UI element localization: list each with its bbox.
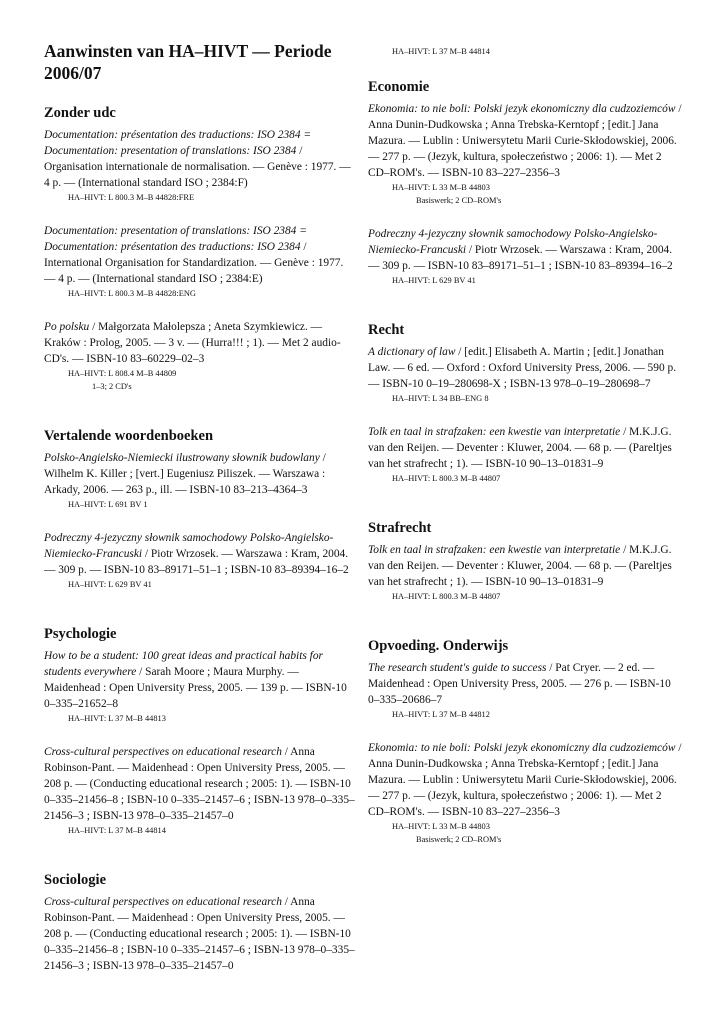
call-number: HA–HIVT: L 33 M–B 44803: [392, 822, 490, 831]
section: [44, 427, 356, 591]
entry-title: Tolk en taal in strafzaken: een kwestie van interpretatie: [368, 544, 621, 556]
entry-description: [368, 424, 684, 472]
call-number: HA–HIVT: L 800.3 M–B 44807: [392, 592, 501, 601]
left-column: [44, 40, 356, 1008]
entry-title: Po polsku: [44, 321, 90, 333]
entry-description: [44, 223, 356, 287]
catalog-entry: [44, 530, 356, 591]
catalog-entry: [44, 450, 356, 511]
entry-description: [368, 226, 684, 274]
section: [44, 625, 356, 837]
catalog-entry: [44, 894, 356, 974]
entry-title: A dictionary of law: [368, 346, 456, 358]
entry-title: Ekonomia: to nie boli: Polski jezyk ekonomiczny dla cudzoziemców: [368, 103, 676, 115]
entry-title: Podreczny 4-jezyczny słownik samochodowy Polsko-Angielsko-Niemiecko-Francuski: [44, 532, 334, 560]
call-number: HA–HIVT: L 629 BV 41: [392, 276, 476, 285]
entry-details: / Piotr Wrzosek. — Warszawa : Kram, 2004. — 309 p. — ISBN-10 83–89171–51–1 ; ISBN-10 83–89394–16–2: [44, 548, 349, 576]
holding-note: Basiswerk; 2 CD–ROM's: [416, 835, 502, 844]
call-number: HA–HIVT: L 37 M–B 44813: [68, 714, 166, 723]
entry-details: / M.K.J.G. van den Reijen. — Deventer : Kluwer, 2004. — 68 p. — (Pareltjes van het strafrecht ; 1). — ISBN-10 90–13–01831–9: [368, 544, 672, 588]
catalog-entry: [368, 101, 684, 207]
entry-description: [44, 127, 356, 191]
entry-title: Tolk en taal in strafzaken: een kwestie van interpretatie: [368, 426, 621, 438]
catalog-entry: [368, 226, 684, 287]
entry-title: Ekonomia: to nie boli: Polski jezyk ekonomiczny dla cudzoziemców: [368, 742, 676, 754]
entry-description: [368, 660, 684, 708]
entry-details: / International Organisation for Standardization. — Genève : 1977. — 4 p. — (International standard ISO ; 2384:E): [44, 241, 344, 285]
holding-note: Basiswerk; 2 CD–ROM's: [416, 196, 502, 205]
call-number: HA–HIVT: L 37 M–B 44812: [392, 710, 490, 719]
section: [368, 519, 684, 603]
section: [368, 78, 684, 287]
entry-details: / [edit.] Elisabeth A. Martin ; [edit.] Jonathan Law. — 6 ed. — Oxford : Oxford University Press, 2006. — 590 p. — ISBN-10 0–19–280698-X ; ISBN-13 978–0–19–280698–7: [368, 346, 677, 390]
catalog-entry: [44, 744, 356, 837]
entry-title: Podreczny 4-jezyczny słownik samochodowy Polsko-Angielsko-Niemiecko-Francuski: [368, 228, 658, 256]
entry-details: / M.K.J.G. van den Reijen. — Deventer : Kluwer, 2004. — 68 p. — (Pareltjes van het strafrecht ; 1). — ISBN-10 90–13–01831–9: [368, 426, 672, 470]
call-number: HA–HIVT: L 37 M–B 44814: [392, 47, 490, 56]
catalog-entry: [44, 127, 356, 204]
catalog-entry: [368, 660, 684, 721]
section: [368, 637, 684, 846]
section: [44, 104, 356, 393]
page-title: Aanwinsten van HA–HIVT — Periode 2006/07: [44, 41, 332, 83]
catalog-entry: [44, 319, 356, 393]
entry-details: / Organisation internationale de normalisation. — Genève : 1977. — 4 p. — (International standard ISO ; 2384:F): [44, 145, 351, 189]
catalog-entry: [368, 424, 684, 485]
call-number: HA–HIVT: L 800.3 M–B 44807: [392, 474, 501, 483]
call-number: HA–HIVT: L 629 BV 41: [68, 580, 152, 589]
entry-details: / Anna Dunin-Dudkowska ; Anna Trebska-Kerntopf ; [edit.] Jana Mazura. — Lublin : Uniwersytetu Marii Curie-Skłodowskiej, 2006. — 277 p. — (Jezyk, kultura, społeczeństwo ; 2006: 1). — Met 2 CD–ROM's. — ISBN-10 83–227–2356–3: [368, 742, 682, 818]
entry-details: / Piotr Wrzosek. — Warszawa : Kram, 2004. — 309 p. — ISBN-10 83–89171–51–1 ; ISBN-10 83–89394–16–2: [368, 244, 673, 272]
entry-title: How to be a student: 100 great ideas and practical habits for students everywhere: [44, 650, 323, 678]
entry-details: / Anna Dunin-Dudkowska ; Anna Trebska-Kerntopf ; [edit.] Jana Mazura. — Lublin : Uniwersytetu Marii Curie-Skłodowskiej, 2006. — 277 p. — (Jezyk, kultura, społeczeństwo ; 2006: 1). — Met 2 CD–ROM's. — ISBN-10 83–227–2356–3: [368, 103, 682, 179]
call-number: HA–HIVT: L 808.4 M–B 44809: [68, 369, 177, 378]
section-heading: Strafrecht: [368, 520, 432, 536]
catalog-entry: [44, 223, 356, 300]
right-column: [368, 40, 684, 880]
entry-details: / Sarah Moore ; Maura Murphy. — Maidenhead : Open University Press, 2005. — 139 p. — ISBN-10 0–335–21652–8: [44, 666, 347, 710]
entry-description: [44, 744, 356, 824]
entry-description: [368, 740, 684, 820]
call-number: HA–HIVT: L 37 M–B 44814: [68, 826, 166, 835]
entry-description: [368, 542, 684, 590]
entry-title: Documentation: présentation des traductions: ISO 2384 = Documentation: presentation of translations: ISO 2384: [44, 129, 312, 157]
section-heading: Psychologie: [44, 626, 117, 642]
entry-description: [44, 319, 356, 367]
entry-details: / Anna Robinson-Pant. — Maidenhead : Open University Press, 2005. — 208 p. — (Conducting educational research ; 2005: 1). — ISBN-10 0–335–21456–8 ; ISBN-10 0–335–21457–6 ; ISBN-13 978–0–335–21456–3 ; ISBN-13 978–0–335–21457–0: [44, 896, 355, 972]
entry-title: The research student's guide to success: [368, 662, 547, 674]
entry-details: / Pat Cryer. — 2 ed. — Maidenhead : Open University Press, 2005. — 276 p. — ISBN-10 0–335–20686–7: [368, 662, 671, 706]
call-number: HA–HIVT: L 800.3 M–B 44828:ENG: [68, 289, 196, 298]
entry-title: Documentation: presentation of translations: ISO 2384 = Documentation: présentation des traductions: ISO 2384: [44, 225, 307, 253]
entry-title: Cross-cultural perspectives on educational research: [44, 896, 282, 908]
section: [368, 321, 684, 485]
entry-title: Cross-cultural perspectives on educational research: [44, 746, 282, 758]
entry-description: [44, 450, 356, 498]
entry-description: [368, 344, 684, 392]
entry-description: [44, 648, 356, 712]
catalog-entry: [368, 344, 684, 405]
entry-description: [44, 530, 356, 578]
section-heading: Zonder udc: [44, 105, 116, 121]
entry-details: / Anna Robinson-Pant. — Maidenhead : Open University Press, 2005. — 208 p. — (Conducting educational research ; 2005: 1). — ISBN-10 0–335–21456–8 ; ISBN-10 0–335–21457–6 ; ISBN-13 978–0–335–21456–3 ; ISBN-13 978–0–335–21457–0: [44, 746, 355, 822]
holding-note: 1–3; 2 CD's: [92, 382, 132, 391]
call-number: HA–HIVT: L 691 BV 1: [68, 500, 148, 509]
call-number: HA–HIVT: L 800.3 M–B 44828:FRE: [68, 193, 195, 202]
section-heading: Recht: [368, 322, 405, 338]
entry-description: [368, 101, 684, 181]
section: [44, 871, 356, 974]
call-number: HA–HIVT: L 34 BB–ENG 8: [392, 394, 489, 403]
entry-title: Polsko-Angielsko-Niemiecki ilustrowany słownik budowlany: [44, 452, 320, 464]
section-heading: Opvoeding. Onderwijs: [368, 638, 509, 654]
call-number: HA–HIVT: L 33 M–B 44803: [392, 183, 490, 192]
entry-details: / Małgorzata Małolepsza ; Aneta Szymkiewicz. — Kraków : Prolog, 2005. — 3 v. — (Hurra!!! ; 1). — Met 2 audio-CD's. — ISBN-10 83–60229–02–3: [44, 321, 341, 365]
section-heading: Sociologie: [44, 872, 107, 888]
catalog-entry: [368, 542, 684, 603]
entry-details: / Wilhelm K. Killer ; [vert.] Eugeniusz Piliszek. — Warszawa : Arkady, 2006. — 263 p., ill. — ISBN-10 83–213–4364–3: [44, 452, 326, 496]
entry-description: [44, 894, 356, 974]
section-heading: Vertalende woordenboeken: [44, 428, 214, 444]
section-heading: Economie: [368, 79, 430, 95]
catalog-entry: [368, 740, 684, 846]
catalog-entry: [44, 648, 356, 725]
